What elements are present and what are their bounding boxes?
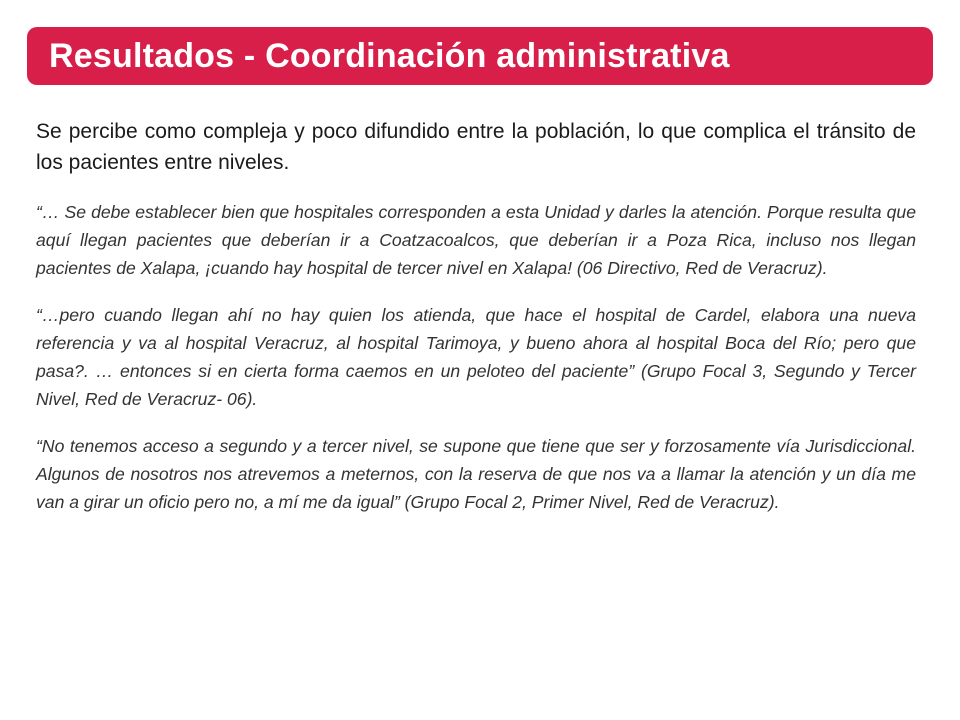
quote-paragraph: “No tenemos acceso a segundo y a tercer nivel, se supone que tiene que ser y forzosamente vía Jurisdiccional. Algunos de nosotros nos atrevemos a meternos, con la reserva de que nos va a llamar la atención y un día me van a girar un oficio pero no, a mí me da igual” (Grupo Focal 2, Primer Nivel, Red de Veracruz). bbox=[36, 436, 916, 512]
lead-paragraph: Se percibe como compleja y poco difundido entre la población, lo que complica el tránsito de los pacientes entre niveles. bbox=[36, 120, 916, 174]
slide-title: Resultados - Coordinación administrativa bbox=[49, 36, 730, 75]
title-banner bbox=[27, 27, 933, 85]
quote-paragraph: “… Se debe establecer bien que hospitales corresponden a esta Unidad y darles la atención. Porque resulta que aquí llegan pacientes que deberían ir a Coatzacoalcos, que deberían ir a Poza Rica, incluso nos llegan pacientes de Xalapa, ¡cuando hay hospital de tercer nivel en Xalapa! (06 Directivo, Red de Veracruz). bbox=[36, 202, 916, 278]
slide-content bbox=[36, 116, 916, 535]
quote-paragraph: “…pero cuando llegan ahí no hay quien los atienda, que hace el hospital de Cardel, elabora una nueva referencia y va al hospital Veracruz, al hospital Tarimoya, y bueno ahora al hospital Boca del Río; pero que pasa?. … entonces si en cierta forma caemos en un peloteo del paciente” (Grupo Focal 3, Segundo y Tercer Nivel, Red de Veracruz- 06). bbox=[36, 305, 916, 409]
